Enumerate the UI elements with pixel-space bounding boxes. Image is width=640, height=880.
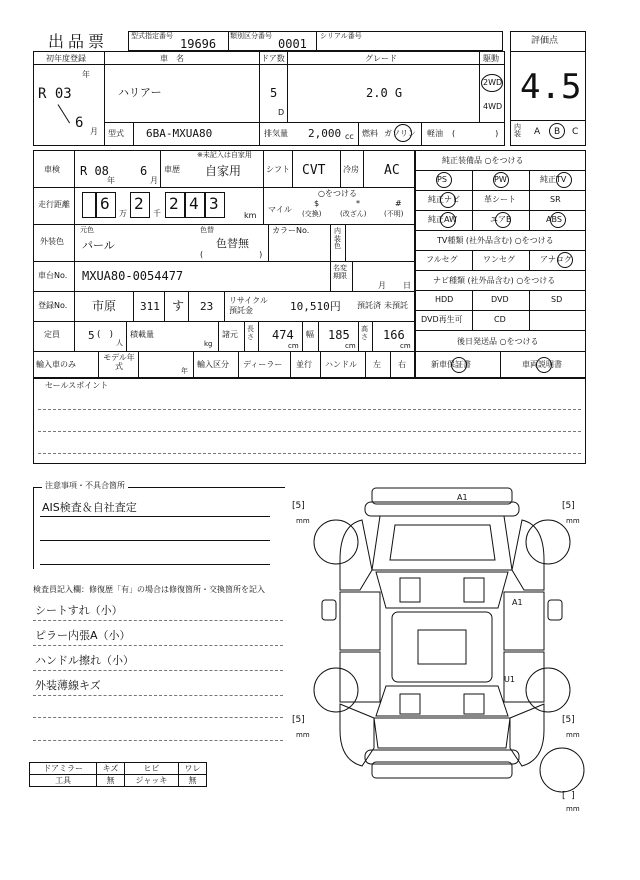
name-change-label: 名変期限: [333, 264, 347, 280]
usage-label: 車歴: [164, 165, 180, 174]
sales-point-box: [33, 378, 586, 464]
equip-pw: PW: [494, 175, 507, 184]
capacity-value: 5: [88, 329, 95, 342]
interior-a: A: [534, 127, 541, 137]
tamper-symbol: *: [356, 199, 360, 208]
type-approval-no: 19696: [180, 37, 217, 51]
door-suffix: D: [278, 108, 285, 117]
inspection-month-unit: 月: [150, 176, 158, 185]
jack-value: 無: [178, 775, 206, 787]
dims-label: 諸元: [222, 330, 238, 339]
fuel-gasoline: ガソリン: [384, 129, 416, 138]
ac-value: AC: [384, 163, 400, 178]
col-crack: ヒビ: [124, 763, 178, 775]
repaint-label: 色替: [200, 226, 214, 234]
reg-class: 311: [140, 300, 160, 313]
km-unit: km: [244, 211, 257, 220]
equip-airbag: エアB: [490, 215, 512, 224]
inspection-year: R 08: [80, 164, 109, 178]
year-unit: 年: [82, 70, 90, 79]
car-diagram: [300, 480, 600, 810]
fuel-label: 燃料: [362, 129, 378, 138]
orig-color-label: 元色: [80, 226, 94, 234]
swap-symbol: $: [314, 199, 320, 208]
chassis-value: MXUA80-0054477: [82, 269, 184, 283]
interior-b: B: [554, 127, 561, 137]
equip-sr: SR: [550, 195, 561, 204]
displacement-value: 2,000: [308, 127, 342, 140]
ac-label: 冷房: [343, 165, 359, 174]
width-label: 幅: [306, 330, 314, 339]
fuel-paren: ( ): [452, 129, 499, 138]
inspection-month: 6: [140, 164, 148, 178]
import-type-label: 輸入区分: [197, 360, 229, 369]
model-label: 型式: [108, 129, 124, 138]
tread-fl-mm: mm: [296, 517, 310, 525]
mark-note: ○をつける: [318, 189, 357, 198]
mileage-sen: 千: [153, 209, 161, 218]
damage-mark-right-door: A1: [512, 598, 523, 607]
tread-rr: [5]: [562, 715, 575, 725]
recycle-label: リサイクル預託金: [229, 296, 268, 315]
nav-sd: SD: [551, 295, 563, 304]
score-value: 4.5: [520, 67, 582, 107]
tv-analog: アナログ: [540, 255, 572, 264]
jack-label: ジャッキ: [124, 775, 178, 787]
reg-label: 登録No.: [38, 301, 68, 310]
notes-box: [33, 487, 285, 569]
color-no-label: カラーNo.: [272, 226, 310, 235]
unknown-symbol: #: [395, 199, 402, 208]
recycle-unpaid: 未預託: [384, 301, 408, 310]
equip-oem-nav: 純正ナビ: [428, 195, 460, 204]
docs-title: 後日発送品 ○をつける: [457, 337, 539, 346]
interior-label: 内装: [514, 123, 521, 138]
length-cm: cm: [288, 342, 299, 350]
tv-title: TV種類 (社外品含む) ○をつける: [437, 236, 554, 245]
first-reg-label: 初年度登録: [46, 54, 86, 63]
inspector-line-3: ハンドル擦れ（小）: [35, 654, 134, 667]
cc-unit: cc: [345, 132, 354, 141]
mileage-digit-2: 2: [134, 194, 144, 213]
reg-num: 23: [200, 300, 214, 313]
name-change-day: 日: [403, 281, 411, 290]
mileage-digit-4: 4: [189, 194, 199, 213]
equip-oem-aw: 純正AW: [428, 215, 457, 224]
car-name: ハリアー: [118, 86, 162, 99]
score-label: 評価点: [531, 36, 559, 46]
doors-value: 5: [270, 86, 278, 100]
interior-c: C: [572, 127, 579, 137]
doors-label: ドア数: [261, 54, 285, 63]
inspector-line-2: ピラー内張A（小）: [35, 629, 131, 642]
mileage-digit-3: 2: [169, 194, 179, 213]
serial-label: シリアル番号: [320, 32, 362, 40]
grade-label: グレード: [365, 54, 397, 63]
drive-2wd: 2WD: [483, 78, 503, 87]
nav-hdd: HDD: [435, 295, 454, 304]
mileage-man: 万: [119, 209, 127, 218]
grade-value: 2.0 G: [366, 86, 403, 100]
tread-spare-mm: mm: [566, 805, 580, 813]
dealer-option: ディーラー: [243, 360, 283, 369]
equip-oem-tv: 純正TV: [540, 175, 567, 184]
drive-4wd: 4WD: [483, 102, 503, 111]
inspection-year-unit: 年: [107, 176, 115, 185]
drive-2wd-circle: [481, 74, 503, 92]
swap-label: (交換): [302, 210, 322, 218]
oem-title: 純正装備品 ○をつける: [442, 156, 524, 165]
handle-right: 右: [398, 360, 406, 369]
equip-leather: 革シート: [484, 195, 516, 204]
damage-mark-rear-fender: U1: [504, 675, 515, 684]
doc-title: 出品票: [48, 32, 109, 51]
shift-value: CVT: [302, 163, 326, 178]
recycle-amount: 10,510円: [290, 300, 341, 313]
tread-rr-mm: mm: [566, 731, 580, 739]
height-value: 166: [383, 328, 405, 342]
first-reg-month: 6: [75, 115, 84, 131]
notes-title: 注意事項・不具合箇所: [42, 482, 128, 490]
inspector-note: 検査員記入欄：修復歴「有」の場合は修復箇所・交換箇所を記入: [33, 585, 265, 594]
doc-manual: 車両説明書: [522, 360, 562, 369]
drive-label: 駆動: [483, 54, 499, 63]
col-scratch: キズ: [97, 763, 125, 775]
inspector-line-4: 外装薄線キズ: [35, 679, 101, 692]
tread-rl: [5]: [292, 715, 305, 725]
capacity-label: 定員: [44, 330, 60, 339]
load-label: 積載量: [130, 330, 154, 339]
tools-table: [29, 762, 207, 787]
usage-note: ※未記入は自家用: [197, 151, 252, 159]
length-value: 474: [272, 328, 294, 342]
height-cm: cm: [400, 342, 411, 350]
equip-ps: PS: [437, 175, 447, 184]
tread-fr-mm: mm: [566, 517, 580, 525]
category-label: 類別区分番号: [230, 32, 272, 40]
tread-rl-mm: mm: [296, 731, 310, 739]
reg-area: 市原: [92, 299, 117, 313]
mileage-label: 走行距離: [38, 200, 70, 209]
model-year-unit: 年: [181, 367, 188, 375]
nav-cd: CD: [494, 315, 506, 324]
month-unit: 月: [90, 127, 98, 136]
handle-left: 左: [373, 360, 381, 369]
kg-unit: kg: [204, 340, 213, 348]
unknown-label: (不明): [384, 210, 404, 218]
repaint-paren: ( ): [200, 250, 263, 259]
width-value: 185: [328, 328, 350, 342]
parallel-option: 並行: [296, 360, 312, 369]
shift-label: シフト: [266, 165, 290, 174]
damage-mark-front: A1: [457, 493, 468, 502]
reg-kana: す: [172, 299, 185, 313]
usage-value: 自家用: [205, 164, 242, 178]
fuel-diesel-label: 軽油: [427, 129, 443, 138]
repaint-value: 色替無: [216, 237, 249, 250]
length-label: 長さ: [247, 325, 254, 341]
chassis-label: 車台No.: [38, 271, 68, 280]
capacity-paren: ( ): [97, 330, 114, 340]
tread-spare: [ ]: [562, 791, 575, 801]
notes-line-1: AIS検査＆自社査定: [42, 501, 137, 514]
fuel-gasoline-circle: [394, 124, 412, 142]
tv-fullseg: フルセグ: [426, 255, 458, 264]
nav-title: ナビ種類 (社外品含む) ○をつける: [433, 276, 556, 285]
color-label: 外装色: [40, 237, 64, 246]
color-value: パール: [82, 239, 115, 252]
mile-label: マイル: [268, 205, 292, 214]
tread-fr: [5]: [562, 501, 575, 511]
car-name-label: 車 名: [160, 54, 184, 63]
col-break: ワレ: [178, 763, 206, 775]
first-reg-year: R 03: [38, 86, 72, 102]
nav-dvd: DVD: [491, 295, 509, 304]
type-approval-label: 型式指定番号: [131, 32, 173, 40]
sales-point-label: セールスポイント: [45, 381, 109, 390]
width-cm: cm: [345, 342, 356, 350]
handle-label: ハンドル: [325, 360, 357, 369]
mileage-digit-5: 3: [209, 194, 219, 213]
import-label: 輸入車のみ: [36, 360, 76, 369]
person-unit: 人: [116, 339, 123, 347]
tools-value: 無: [97, 775, 125, 787]
displacement-label: 排気量: [264, 129, 288, 138]
interior-b-circle: [549, 123, 565, 139]
interior-color-label: 内装色: [334, 227, 341, 251]
height-label: 高さ: [361, 325, 368, 341]
model-value: 6BA-MXUA80: [146, 127, 213, 140]
equip-abs: ABS: [546, 215, 562, 224]
doc-warranty: 新車保証書: [431, 360, 471, 369]
tv-oneseg: ワンセグ: [483, 255, 515, 264]
model-year-label: モデル年式: [103, 353, 135, 371]
mileage-digit-1: 6: [100, 194, 110, 213]
recycle-status: 預託済: [357, 301, 381, 310]
nav-dvd-play: DVD再生可: [421, 315, 463, 324]
inspector-line-1: シートすれ（小）: [35, 604, 123, 617]
inspection-label: 車検: [44, 165, 60, 174]
col-door-mirror: ドアミラー: [30, 763, 97, 775]
tamper-label: (改ざん): [340, 210, 367, 218]
category-no: 0001: [278, 37, 307, 51]
tools-label: 工具: [30, 775, 97, 787]
name-change-month: 月: [378, 281, 386, 290]
tread-fl: [5]: [292, 501, 305, 511]
